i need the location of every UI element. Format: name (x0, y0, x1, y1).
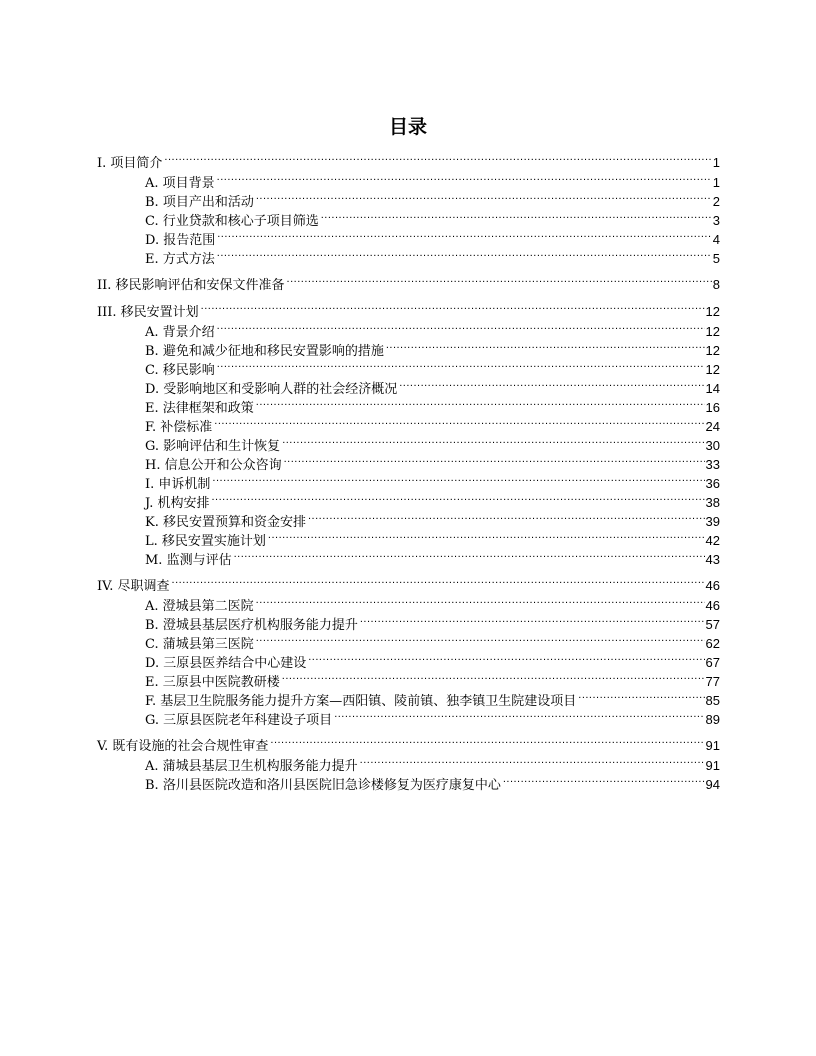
dot-leader (282, 667, 705, 686)
dot-leader (268, 526, 705, 545)
dot-leader (201, 297, 705, 316)
dot-leader (282, 431, 704, 450)
toc-section (97, 297, 720, 568)
toc-entry-page-number: 3 (712, 213, 720, 228)
toc-entry-page-number: 85 (705, 693, 720, 708)
dot-leader (334, 705, 704, 724)
toc-entry-page-number: 38 (705, 495, 720, 510)
toc-entry-label: D. 报告范围 (145, 233, 216, 248)
toc-entry-page-number: 62 (705, 636, 720, 651)
toc-entry-page-number: 46 (705, 578, 720, 593)
dot-leader (270, 731, 704, 750)
toc-entry-page-number: 42 (705, 533, 720, 548)
toc-entry-label: V. 既有设施的社会合规性审查 (97, 739, 269, 754)
dot-leader (217, 317, 705, 336)
dot-leader (256, 591, 705, 610)
toc-entry-page-number: 2 (712, 194, 720, 209)
toc-entry-page-number: 36 (705, 476, 720, 491)
dot-leader (578, 686, 704, 705)
toc-entry-label: E. 方式方法 (145, 252, 215, 267)
dot-leader (308, 507, 705, 526)
toc-entry-label: E. 法律框架和政策 (145, 401, 254, 416)
toc-entry-page-number: 94 (705, 777, 720, 792)
dot-leader (256, 629, 705, 648)
toc-entry-label: B. 洛川县医院改造和洛川县医院旧急诊楼修复为医疗康复中心 (145, 778, 501, 793)
dot-leader (360, 751, 705, 770)
toc-entry-label: D. 三原县医养结合中心建设 (145, 656, 307, 671)
toc-entry-page-number: 77 (705, 674, 720, 689)
dot-leader (284, 450, 705, 469)
toc-entry-page-number: 1 (712, 155, 720, 170)
toc-entry-label: F. 补偿标准 (145, 420, 213, 435)
toc-entry-label: A. 背景介绍 (145, 325, 215, 340)
toc-entry-label: B. 澄城县基层医疗机构服务能力提升 (145, 618, 358, 633)
toc-entry-page-number: 91 (705, 738, 720, 753)
toc-entry-page-number: 1 (712, 175, 720, 190)
toc-entry-label: M. 监测与评估 (145, 553, 232, 568)
toc-entry-page-number: 12 (705, 343, 720, 358)
dot-leader (217, 355, 705, 374)
toc-entry-label: C. 行业贷款和核心子项目筛选 (145, 214, 319, 229)
dot-leader (212, 469, 704, 488)
toc-entry-label: A. 项目背景 (145, 176, 215, 191)
dot-leader (256, 393, 705, 412)
toc-entry-page-number: 4 (712, 232, 720, 247)
dot-leader (211, 488, 704, 507)
toc-entry-label: L. 移民安置实施计划 (145, 534, 266, 549)
toc-entry-page-number: 46 (705, 598, 720, 613)
toc-entry-page-number: 67 (705, 655, 720, 670)
toc-entry-label: C. 移民影响 (145, 363, 215, 378)
toc-entry-page-number: 12 (705, 362, 720, 377)
toc-entry-label: B. 项目产出和活动 (145, 195, 254, 210)
toc-entry-label: C. 蒲城县第三医院 (145, 637, 254, 652)
toc-entry-label: F. 基层卫生院服务能力提升方案—西阳镇、陵前镇、独李镇卫生院建设项目 (145, 694, 577, 709)
toc-entry-label: K. 移民安置预算和资金安排 (145, 515, 306, 530)
toc-entry-page-number: 39 (705, 514, 720, 529)
dot-leader (256, 187, 712, 206)
dot-leader (234, 545, 705, 564)
dot-leader (164, 148, 711, 167)
toc-section (97, 270, 720, 293)
toc-entry-label: II. 移民影响评估和安保文件准备 (97, 278, 285, 293)
toc-main-entry[interactable] (97, 270, 720, 293)
toc-entry-label: B. 避免和减少征地和移民安置影响的措施 (145, 344, 384, 359)
dot-leader (214, 412, 704, 431)
toc-entry-page-number: 12 (705, 324, 720, 339)
toc-section (97, 571, 720, 728)
toc-entry-label: I. 项目简介 (97, 156, 163, 171)
toc-entry-label: I. 申诉机制 (145, 477, 211, 492)
dot-leader (172, 571, 705, 590)
dot-leader (308, 648, 704, 667)
toc-entry-page-number: 57 (705, 617, 720, 632)
toc-entry-label: A. 澄城县第二医院 (145, 599, 254, 614)
toc-entry-label: IV. 尽职调查 (97, 579, 170, 594)
toc-sub-entry[interactable] (97, 591, 720, 614)
toc-entry-page-number: 5 (712, 251, 720, 266)
toc-entry-page-number: 91 (705, 758, 720, 773)
toc-entry-label: G. 三原县医院老年科建设子项目 (145, 713, 333, 728)
toc-main-entry[interactable] (97, 731, 720, 754)
toc-entry-page-number: 30 (705, 438, 720, 453)
dot-leader (287, 270, 712, 289)
dot-leader (360, 610, 705, 629)
dot-leader (386, 336, 705, 355)
toc-main-entry[interactable] (97, 571, 720, 594)
toc-entry-label: E. 三原县中医院教研楼 (145, 675, 280, 690)
toc-section (97, 731, 720, 793)
toc-entry-page-number: 24 (705, 419, 720, 434)
toc-entry-label: G. 影响评估和生计恢复 (145, 439, 281, 454)
dot-leader (217, 225, 712, 244)
dot-leader (503, 770, 705, 789)
toc-entry-label: D. 受影响地区和受影响人群的社会经济概况 (145, 382, 398, 397)
toc-entry-page-number: 8 (712, 277, 720, 292)
toc-entry-page-number: 33 (705, 457, 720, 472)
toc-entry-label: J. 机构安排 (145, 496, 210, 511)
toc-entry-label: H. 信息公开和公众咨询 (145, 458, 282, 473)
toc-entry-page-number: 16 (705, 400, 720, 415)
dot-leader (217, 168, 712, 187)
toc-entry-page-number: 12 (705, 304, 720, 319)
toc-entry-page-number: 14 (705, 381, 720, 396)
toc-entry-label: A. 蒲城县基层卫生机构服务能力提升 (145, 759, 358, 774)
page-title: 目录 (388, 116, 427, 138)
dot-leader (399, 374, 704, 393)
toc-entry-label: III. 移民安置计划 (97, 305, 199, 320)
dot-leader (321, 206, 712, 225)
toc-main-entry[interactable] (97, 297, 720, 320)
toc-entry-page-number: 43 (705, 552, 720, 567)
toc-main-entry[interactable] (97, 148, 720, 171)
dot-leader (217, 244, 712, 263)
table-of-contents (97, 148, 720, 796)
toc-entry-page-number: 89 (705, 712, 720, 727)
toc-sub-entry[interactable] (97, 168, 720, 191)
toc-section (97, 148, 720, 267)
